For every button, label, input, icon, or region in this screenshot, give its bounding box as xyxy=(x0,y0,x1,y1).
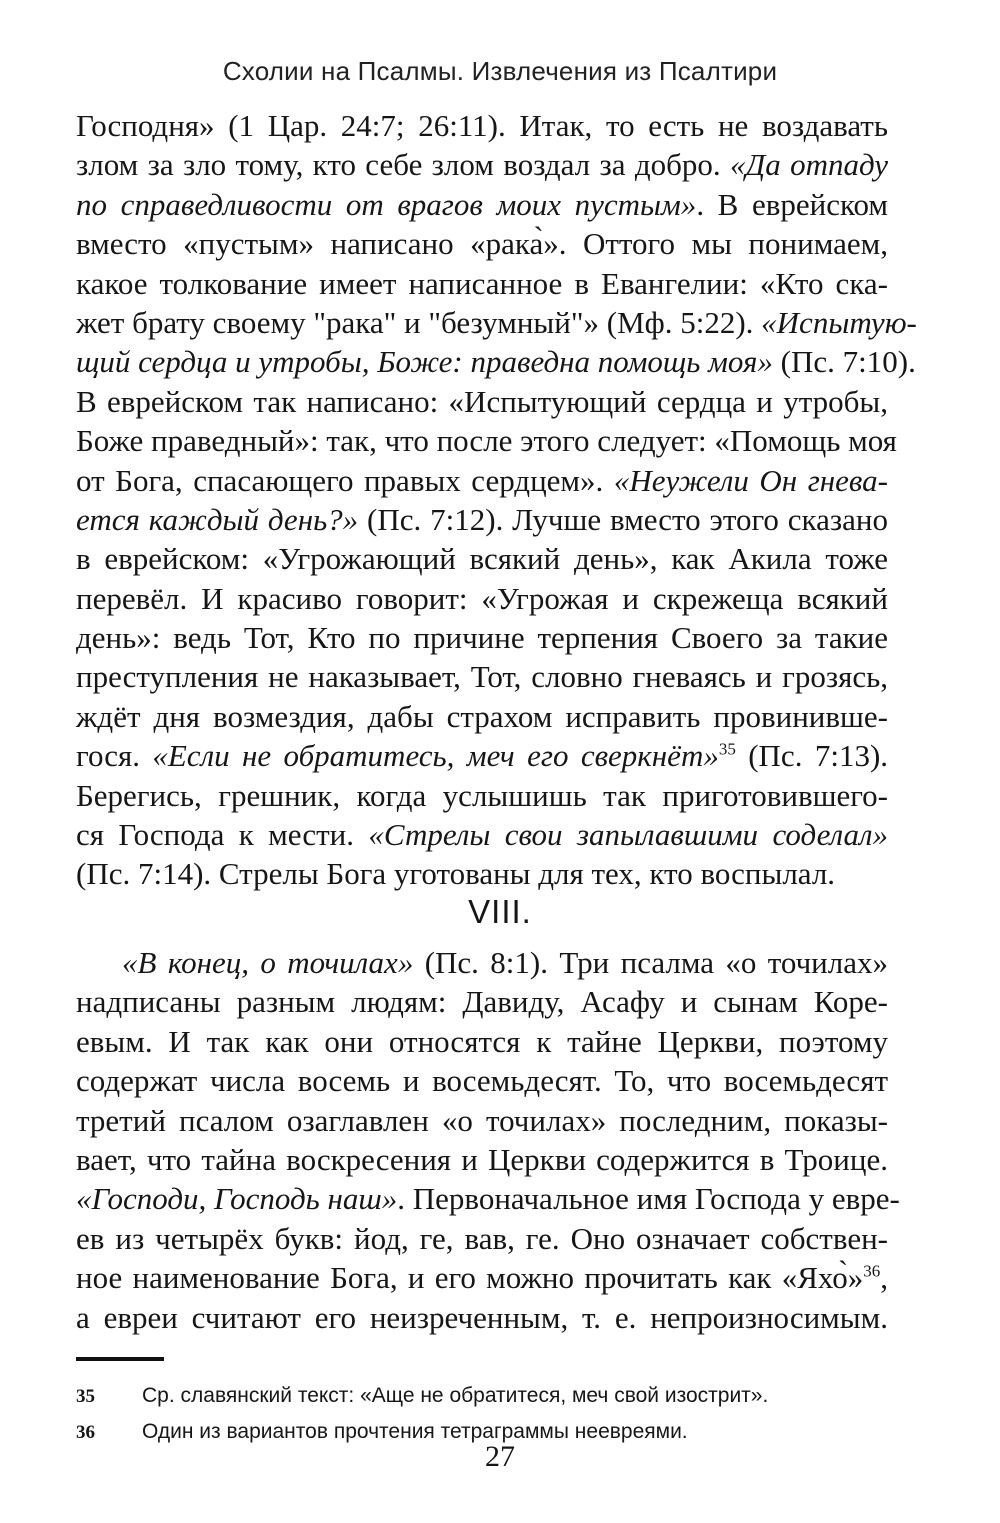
text-line: Берегись, грешник, когда услышишь так приготовившего- xyxy=(76,777,888,813)
text-line: от Бога, спасающего правых сердцем». «Неужели Он гнева- xyxy=(76,462,888,498)
footnote-separator xyxy=(76,1357,164,1361)
text-line: ев из четырёх букв: йод, ге, вав, ге. Оно означает собствен- xyxy=(76,1220,888,1256)
text-line: ждёт дня возмездия, дабы страхом исправить провинивше- xyxy=(76,698,888,734)
footnote-number: 35 xyxy=(76,1386,95,1407)
section-heading: VIII. xyxy=(468,893,532,930)
footnote-35 xyxy=(76,1378,888,1414)
text-line: по справедливости от врагов моих пустым». В еврейском xyxy=(76,186,888,222)
text-line: а евреи считают его неизреченным, т. е. непроизносимым. xyxy=(76,1299,888,1335)
text-line: перевёл. И красиво говорит: «Угрожая и скрежеща всякий xyxy=(76,580,888,616)
text-line: жет брату своему "рака" и "безумный"» (Мф. 5:22). «Испытую- xyxy=(76,304,917,340)
text-line: гося. «Если не обратитесь, меч его сверкнёт»$^{35}$ (Пс. 7:13). xyxy=(76,738,889,774)
text-line: ется каждый день?» (Пс. 7:12). Лучше вместо этого сказано xyxy=(76,501,888,537)
text-line: вместо «пустым» написано «рака̀». Оттого мы понимаем, xyxy=(76,226,888,262)
text-line: ное наименование Бога, и его можно прочитать как «Яхо̀»$^{36}$, xyxy=(76,1260,888,1296)
text-line: «В конец, о точилах» (Пс. 8:1). Три псалма «о точилах» xyxy=(122,945,888,980)
text-line: евым. И так как они относятся к тайне Церкви, поэтому xyxy=(76,1023,888,1059)
main-text-block xyxy=(76,106,917,894)
text-line: в еврейском: «Угрожающий всякий день», как Акила тоже xyxy=(76,541,888,577)
text-line: преступления не наказывает, Тот, словно гневаясь и грозясь, xyxy=(76,659,888,695)
text-line: день»: ведь Тот, Кто по причине терпения Своего за такие xyxy=(76,620,888,656)
text-line: злом за зло тому, кто себе злом воздал за добро. «Да отпаду xyxy=(76,147,888,183)
running-header: Схолии на Псалмы. Извлечения из Псалтири xyxy=(222,56,778,86)
section-text-block xyxy=(76,943,900,1337)
text-line: Боже праведный»: так, что после этого следует: «Помощь моя xyxy=(76,423,897,459)
text-line: (Пс. 7:14). Стрелы Бога уготованы для тех, кто воспылал. xyxy=(76,856,836,892)
page-number: 27 xyxy=(485,1440,515,1473)
footnote-text: Один из вариантов прочтения тетраграммы неевреями. xyxy=(142,1420,688,1443)
text-line: «Господи, Господь наш». Первоначальное имя Господа у евре- xyxy=(76,1181,900,1217)
text-line: содержат числа восемь и восемьдесят. То, что восемьдесят xyxy=(76,1063,888,1099)
text-line: вает, что тайна воскресения и Церкви содержится в Троице. xyxy=(76,1141,888,1177)
text-line: надписаны разным людям: Давиду, Асафу и сынам Коре- xyxy=(76,984,888,1020)
text-line: третий псалом озаглавлен «о точилах» последним, показы- xyxy=(76,1102,888,1138)
footnote-number: 36 xyxy=(76,1422,95,1443)
text-line: Господня» (1 Цар. 24:7; 26:11). Итак, то есть не воздавать xyxy=(76,108,888,143)
footnote-text: Ср. славянский текст: «Аще не обратитеся, меч свой изострит». xyxy=(142,1384,769,1407)
footnote-ref-35: 35 xyxy=(718,739,736,759)
text-line: щий сердца и утробы, Боже: праведна помощь моя» (Пс. 7:10). xyxy=(76,344,916,380)
footnote-ref-36: 36 xyxy=(863,1261,881,1281)
text-line: какое толкование имеет написанное в Евангелии: «Кто ска- xyxy=(76,265,888,301)
text-line: В еврейском так написано: «Испытующий сердца и утробы, xyxy=(76,383,888,419)
text-line: ся Господа к мести. «Стрелы свои запылавшими соделал» xyxy=(76,817,888,853)
